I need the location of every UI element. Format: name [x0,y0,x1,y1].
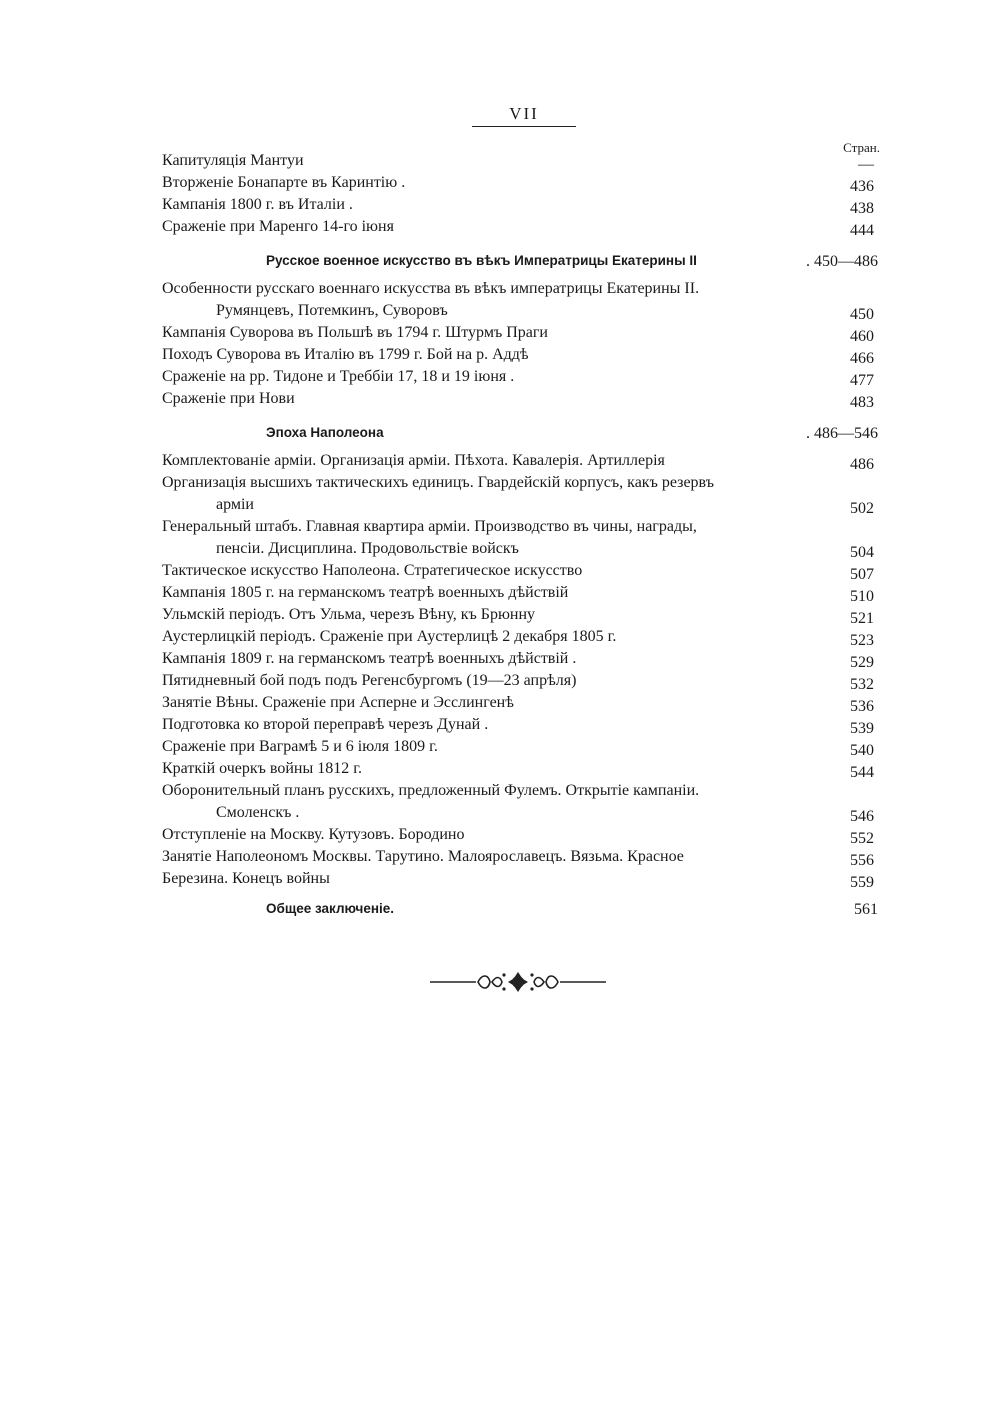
toc-entry-page: 483 [850,394,874,411]
toc-entry-title: Отступленіе на Москву. Кутузовъ. Бородино [162,826,465,843]
section-title: Русское военное искусство въ вѣкъ Императрицы Екатерины II [266,253,697,268]
toc-entry [162,366,880,388]
toc-entry-title: Занятіе Наполеономъ Москвы. Тарутино. Малоярославецъ. Вязьма. Красное [162,848,684,865]
toc-entry-page: 523 [850,632,874,649]
toc-entry-title: Комплектованіе арміи. Организація арміи. Пѣхота. Кавалерія. Артиллерія [162,452,665,469]
toc-entry [162,582,880,604]
toc-entry [162,560,880,582]
toc-entry [162,692,880,714]
toc-entry-page: 504 [850,544,874,561]
toc-entry-page: 544 [850,764,874,781]
toc-section-heading [162,250,880,272]
toc-entry [162,194,880,216]
toc-entry-title: Кампанія 1800 г. въ Италіи . [162,196,353,213]
toc-entry [162,450,880,472]
toc-entry-page: 477 [850,372,874,389]
toc-entry [162,670,880,692]
toc-entry-page: 510 [850,588,874,605]
toc-entry-title: Оборонительный планъ русскихъ, предложенный Фулемъ. Открытіе кампаніи. Смоленскъ . [162,780,880,824]
toc-entry [162,322,880,344]
toc-entry [162,714,880,736]
toc-section-heading [162,422,880,444]
toc-entry [162,780,880,824]
toc-entry-page: 529 [850,654,874,671]
toc-entry [162,758,880,780]
toc-entry-title: Ульмскій періодъ. Отъ Ульма, черезъ Вѣну, къ Брюнну [162,606,536,623]
toc-entry [162,150,880,172]
table-of-contents [162,150,880,920]
toc-entry [162,736,880,758]
toc-entry [162,216,880,238]
toc-entry-page: 556 [850,852,874,869]
toc-entry-title: Вторженіе Бонапарте въ Каринтію . [162,174,406,191]
toc-entry-title: Капитуляція Мантуи [162,152,304,169]
toc-entry-page: 507 [850,566,874,583]
toc-entry-title: Особенности русскаго военнаго искусства въ вѣкъ императрицы Екатерины II. Румянцевъ, Потемкинъ, Суворовъ [162,278,880,322]
toc-entry-page: 450 [850,306,874,323]
toc-entry [162,472,880,516]
toc-entry [162,824,880,846]
toc-entry-title: Подготовка ко второй переправѣ черезъ Дунай . [162,716,489,733]
page-column-label: Стран. [843,140,880,155]
toc-entry-page: 438 [850,200,874,217]
toc-entry-page: 540 [850,742,874,759]
toc-entry [162,648,880,670]
toc-entry-title: Генеральный штабъ. Главная квартира арміи. Производство въ чины, награды, пенсіи. Дисциплина. Продовольствіе войскъ [162,516,880,560]
toc-entry-page: 546 [850,808,874,825]
toc-entry-continuation: Румянцевъ, Потемкинъ, Суворовъ [216,302,448,319]
toc-entry-continuation: арміи [216,496,254,513]
toc-entry-title: Краткій очеркъ войны 1812 г. [162,760,362,777]
toc-entry [162,344,880,366]
toc-entry-title: Сраженіе на рр. Тидоне и Треббіи 17, 18 и 19 іюня . [162,368,515,385]
section-title: Эпоха Наполеона [266,425,384,440]
toc-entry [162,626,880,648]
toc-entry-page: 536 [850,698,874,715]
toc-entry [162,516,880,560]
toc-entry-continuation: пенсіи. Дисциплина. Продовольствіе войскъ [216,540,519,557]
toc-entry-title: Сраженіе при Маренго 14-го іюня [162,218,394,235]
toc-entry-title: Организація высшихъ тактическихъ единицъ. Гвардейскій корпусъ, какъ резервъ арміи [162,472,880,516]
toc-entry-title: Кампанія 1809 г. на германскомъ театрѣ военныхъ дѣйствій . [162,650,577,667]
toc-entry-title: Сраженіе при Нови [162,390,295,407]
toc-entry-page: 466 [850,350,874,367]
toc-entry-page: 559 [850,874,874,891]
toc-section-heading [162,898,880,920]
toc-entry [162,604,880,626]
page-number-rule [472,126,576,127]
page-number: VII [509,104,539,123]
toc-entry-title: Аустерлицкій періодъ. Сраженіе при Аустерлицѣ 2 декабря 1805 г. [162,628,617,645]
toc-entry-continuation: Смоленскъ . [216,804,300,821]
toc-entry-title: Занятіе Вѣны. Сраженіе при Асперне и Эсслингенѣ [162,694,514,711]
toc-group-2 [162,278,880,410]
toc-entry-title: Сраженіе при Ваграмѣ 5 и 6 іюля 1809 г. [162,738,438,755]
toc-entry-title: Кампанія 1805 г. на германскомъ театрѣ военныхъ дѣйствій [162,584,569,601]
toc-entry-page: 460 [850,328,874,345]
toc-entry-page: 502 [850,500,874,517]
toc-entry [162,172,880,194]
toc-entry [162,868,880,890]
toc-entry-page: 521 [850,610,874,627]
toc-entry-title: Походъ Суворова въ Италію въ 1799 г. Бой на р. Аддѣ [162,346,529,363]
section-page-range: . 450—486 [806,253,878,270]
section-page-number: 561 [854,901,878,918]
toc-entry-title: Кампанія Суворова въ Польшѣ въ 1794 г. Штурмъ Праги [162,324,548,341]
toc-group-3 [162,450,880,890]
toc-entry-title: Пятидневный бой подъ подъ Регенсбургомъ (19—23 апрѣля) [162,672,577,689]
toc-entry-page: 539 [850,720,874,737]
toc-entry-title: Тактическое искусство Наполеона. Стратегическое искусство [162,562,583,579]
toc-entry-title: Березина. Конецъ войны [162,870,330,887]
toc-entry-page: 532 [850,676,874,693]
toc-entry-page: 486 [850,456,874,473]
toc-entry [162,278,880,322]
toc-entry-page: — [858,156,874,173]
section-page-range: . 486—546 [806,425,878,442]
toc-entry [162,846,880,868]
section-title: Общее заключеніе. [266,901,395,916]
toc-group-1 [162,150,880,238]
toc-entry-page: 436 [850,178,874,195]
toc-entry-page: 444 [850,222,874,239]
toc-entry [162,388,880,410]
decorative-ornament-icon [430,970,606,994]
toc-entry-page: 552 [850,830,874,847]
